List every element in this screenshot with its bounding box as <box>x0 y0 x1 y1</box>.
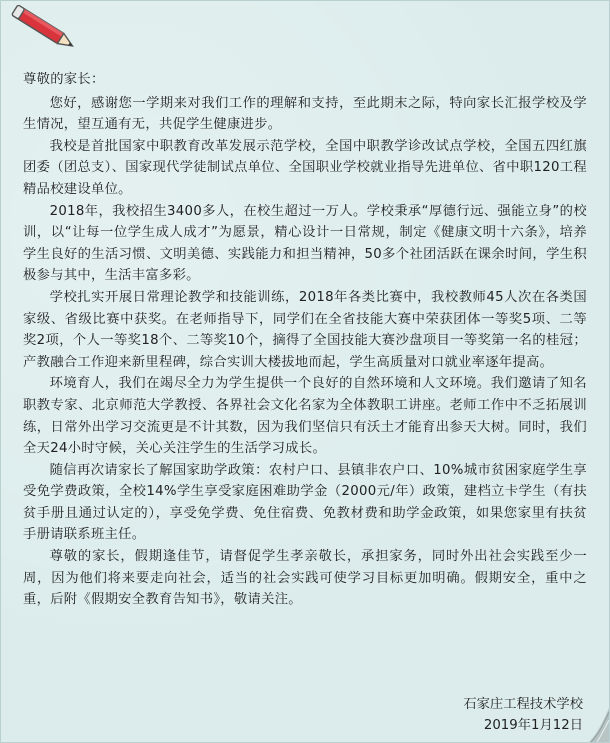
paragraph-7: 尊敬的家长，假期逢佳节，请督促学生孝亲敬长，承担家务，同时外出社会实践至少一周，因为他们将来要走向社会，适当的社会实践可使学习目标更加明确。假期安全，重中之重，后附《假期安全教育告知书》，敬请关注。 <box>23 549 587 608</box>
pencil-icon <box>7 5 87 55</box>
paragraph-3: 2018年，我校招生3400多人，在校生超过一万人。学校秉承“厚德行远、强能立身”的校训，以“让每一位学生成人成才”为愿景，精心设计一日常规，制定《健康文明十六条》，培养学生良好的生活习惯、文明美德、实践能力和担当精神，50多个社团活跃在课余时间，学生积极参与其中，生活丰富多彩。 <box>23 203 587 284</box>
paragraph-5: 环境育人，我们在竭尽全力为学生提供一个良好的自然环境和人文环境。我们邀请了知名职教专家、北京师范大学教授、各界社会文化名家为全体教职工讲座。老师工作中不乏拓展训练，日常外出学习交流更是不计其数，因为我们坚信只有沃土才能育出参天大树。同时，我们全天24小时守候，关心关注学生的生活学习成长。 <box>23 376 587 457</box>
signature-block <box>463 694 583 736</box>
paragraph-4: 学校扎实开展日常理论教学和技能训练，2018年各类比赛中，我校教师45人次在各类国家级、省级比赛中获奖。在老师指导下，同学们在全省技能大赛中荣获团体一等奖5项、二等奖2项，个人一等奖18个、二等奖10个，摘得了全国技能大赛沙盘项目一等奖第一名的桂冠；产教融合工作迎来新里程碑，综合实训大楼拔地而起，学生高质量对口就业率逐年提高。 <box>23 289 587 370</box>
paragraph-1: 您好，感谢您一学期来对我们工作的理解和支持，至此期末之际，特向家长汇报学校及学生情况，望互通有无，共促学生健康进步。 <box>23 95 587 133</box>
page-curl-icon <box>589 708 609 742</box>
letter-body <box>23 69 587 611</box>
letter-date: 2019年1月12日 <box>483 718 583 733</box>
paragraph-6: 随信再次请家长了解国家助学政策：农村户口、县镇非农户口、10%城市贫困家庭学生享受免学费政策，全校14%学生享受家庭困难助学金（2000元/年）政策，建档立卡学生（有扶贫手册且通过认定的），享受免学费、免住宿费、免教材费和助学金政策，如果您家里有扶贫手册请联系班主任。 <box>23 462 587 543</box>
salutation: 尊敬的家长： <box>23 72 105 87</box>
sender-name: 石家庄工程技术学校 <box>463 697 583 712</box>
paragraph-2: 我校是首批国家中职教育改革发展示范学校，全国中职教学诊改试点学校，全国五四红旗团委（团总支）、国家现代学徒制试点单位、全国职业学校就业指导先进单位、省中职120工程精品校建设单位。 <box>23 138 587 197</box>
